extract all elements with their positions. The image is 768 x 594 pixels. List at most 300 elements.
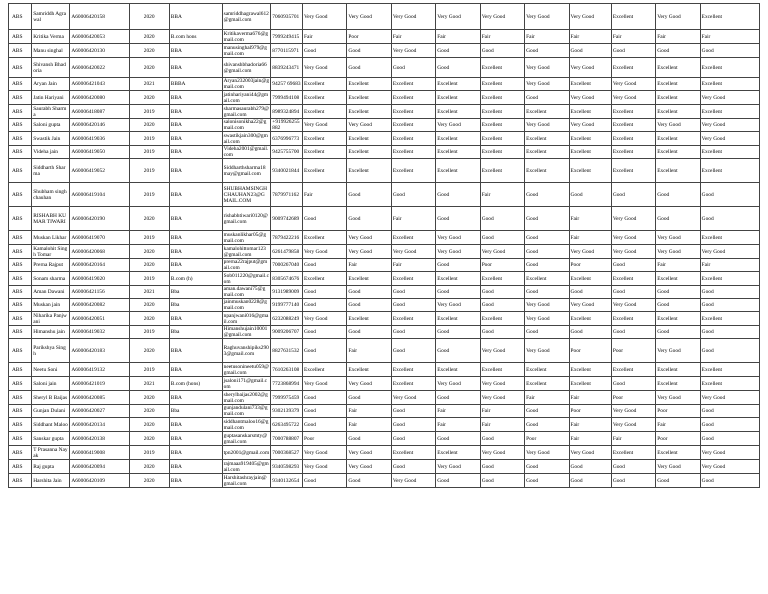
phone-cell: 9131989009 <box>271 286 303 299</box>
rating-8-cell: Poor <box>611 339 655 363</box>
rating-10-cell: Excellent <box>700 377 759 391</box>
enrollment-cell: A60006419050 <box>70 146 129 159</box>
student-name-cell: Niharika Panjwani <box>32 312 70 326</box>
rating-10-cell: Good <box>700 432 759 446</box>
rating-1-cell: Very Good <box>303 119 347 132</box>
year-cell: 2020 <box>129 58 169 78</box>
rating-4-cell: Fair <box>436 30 480 44</box>
rating-2-cell: Good <box>347 391 391 405</box>
student-name-cell: Samriddh Agrawal <box>32 4 70 30</box>
student-name-cell: Shivansh Bhadoria <box>32 58 70 78</box>
rating-3-cell: Good <box>391 405 435 418</box>
rating-1-cell: Good <box>303 207 347 231</box>
course-cell: BBA <box>169 363 222 377</box>
dept-cell: ABS <box>9 377 32 391</box>
phone-cell: 7000267040 <box>271 259 303 272</box>
year-cell: 2020 <box>129 4 169 30</box>
enrollment-cell: A60006420109 <box>70 474 129 488</box>
rating-1-cell: Very Good <box>303 4 347 30</box>
table-row <box>9 286 760 299</box>
rating-8-cell: Good <box>611 474 655 488</box>
enrollment-cell: A60006421156 <box>70 286 129 299</box>
rating-10-cell: Good <box>700 339 759 363</box>
rating-8-cell: Very Good <box>611 418 655 432</box>
rating-8-cell: Fair <box>611 432 655 446</box>
enrollment-cell: A60006418087 <box>70 105 129 119</box>
rating-9-cell: Good <box>656 207 700 231</box>
enrollment-cell: A60006420051 <box>70 312 129 326</box>
email-cell: kamalohittomar123@gmail.com <box>222 245 271 259</box>
email-cell: Aryan232003jain@gmail.com <box>223 78 270 90</box>
phone-cell: 6376996773 <box>271 132 303 146</box>
year-cell: 2020 <box>129 119 169 132</box>
rating-10-cell: Good <box>700 207 759 231</box>
rating-3-cell: Good <box>391 58 435 78</box>
student-name-cell: Kritika Verma <box>32 30 70 44</box>
rating-4-cell: Fair <box>436 405 480 418</box>
rating-9-cell: Excellent <box>656 105 700 119</box>
rating-8-cell: Very Good <box>611 245 655 259</box>
rating-9-cell: Excellent <box>656 146 700 159</box>
rating-4-cell: Very Good <box>436 4 480 30</box>
course-cell: BBA <box>169 132 222 146</box>
course-cell: BBA <box>169 339 222 363</box>
rating-7-cell: Good <box>569 460 611 474</box>
rating-2-cell: Fair <box>347 405 391 418</box>
phone-cell: 6261479858 <box>271 245 303 259</box>
rating-10-cell: Fair <box>700 259 759 272</box>
rating-2-cell: Excellent <box>347 146 391 159</box>
enrollment-cell: A60006420027 <box>70 405 129 418</box>
rating-4-cell: Good <box>436 286 480 299</box>
rating-6-cell: Good <box>525 207 569 231</box>
email-cell: Harshitashrayjain@gmail.com <box>222 474 271 488</box>
rating-3-cell: Good <box>391 460 435 474</box>
course-cell: B.com (h) <box>169 272 222 286</box>
rating-3-cell: Excellent <box>391 78 435 91</box>
rating-7-cell: Very Good <box>569 446 611 460</box>
course-cell: B.com hons <box>169 30 222 44</box>
course-cell: BBA <box>169 474 222 488</box>
rating-10-cell: Excellent <box>700 4 759 30</box>
rating-1-cell: Excellent <box>303 272 347 286</box>
table-body <box>9 4 760 488</box>
phone-cell: 8827631532 <box>271 339 303 363</box>
rating-9-cell: Excellent <box>656 446 700 460</box>
email-cell: sharmasaurabh279@gmail.com <box>223 105 270 118</box>
rating-4-cell: Excellent <box>436 146 480 159</box>
rating-7-cell: Very Good <box>569 4 611 30</box>
student-name-cell: Saloni gupta <box>32 119 70 132</box>
course-cell: BBA <box>169 446 222 460</box>
rating-5-cell: Excellent <box>480 132 524 146</box>
rating-10-cell: Excellent <box>700 272 759 286</box>
student-name-cell: Videha jain <box>32 146 70 159</box>
table-row <box>9 272 760 286</box>
email-cell: rishabhtiwari0120@gmail.com <box>222 207 271 231</box>
student-name-cell: Sonam sharma <box>32 272 70 286</box>
email-cell: prerna22rajput@gmail.com <box>222 259 271 272</box>
rating-3-cell: Excellent <box>391 105 435 119</box>
rating-7-cell: Very Good <box>569 119 611 132</box>
rating-10-cell: Excellent <box>700 231 759 245</box>
student-name-cell: Kamalohit Singh Tomar <box>32 245 70 259</box>
phone-cell: 9425755700 <box>271 146 303 159</box>
course-cell: BBA <box>169 146 222 159</box>
rating-2-cell: Very Good <box>347 377 391 391</box>
email-cell: salonisonikha22@gmail.com <box>222 119 271 132</box>
rating-9-cell: Excellent <box>656 159 700 183</box>
dept-cell: ABS <box>9 4 32 30</box>
rating-4-cell: Excellent <box>436 272 480 286</box>
rating-6-cell: Excellent <box>525 377 569 391</box>
rating-5-cell: Very Good <box>480 4 524 30</box>
rating-8-cell: Excellent <box>611 363 655 377</box>
course-cell: BBA <box>169 119 222 132</box>
rating-10-cell: Excellent <box>700 363 759 377</box>
rating-6-cell: Good <box>525 91 569 105</box>
rating-9-cell: Fair <box>656 418 700 432</box>
course-cell: BBA <box>169 259 222 272</box>
student-name-cell: Aryan Jain <box>32 78 70 91</box>
rating-8-cell: Good <box>611 259 655 272</box>
rating-10-cell: Very Good <box>700 132 759 146</box>
email-cell: Himanshujain10001@gmail.com <box>222 326 271 339</box>
rating-7-cell: Excellent <box>569 132 611 146</box>
year-cell: 2020 <box>129 391 169 405</box>
year-cell: 2019 <box>129 446 169 460</box>
phone-cell: 94257 69683 <box>271 78 303 91</box>
rating-8-cell: Excellent <box>611 159 655 183</box>
rating-8-cell: Good <box>611 377 655 391</box>
student-name-cell: Harshita Jain <box>32 474 70 488</box>
enrollment-cell: A60006420082 <box>70 299 129 312</box>
course-cell: BBA <box>169 391 222 405</box>
email-cell: Raghuvanshipiks2903@gmail.com <box>222 339 271 363</box>
student-name-cell: Raj gupta <box>32 460 70 474</box>
rating-5-cell: Very Good <box>480 245 524 259</box>
year-cell: 2020 <box>129 207 169 231</box>
rating-10-cell: Good <box>700 326 759 339</box>
enrollment-cell: A60006419070 <box>70 231 129 245</box>
year-cell: 2020 <box>129 44 169 58</box>
rating-3-cell: Excellent <box>391 91 435 105</box>
rating-9-cell: Good <box>656 183 700 207</box>
phone-cell: 7723868994 <box>271 377 303 391</box>
enrollment-cell: A60006420130 <box>70 44 129 58</box>
rating-4-cell: Very Good <box>436 231 480 245</box>
rating-10-cell: Good <box>700 474 759 488</box>
spreadsheet <box>8 3 760 488</box>
rating-4-cell: Good <box>436 44 480 58</box>
phone-cell: 6232088249 <box>271 312 303 326</box>
email-cell: guptasanskarsmty@gmail.com <box>222 432 271 446</box>
dept-cell: ABS <box>9 58 32 78</box>
phone-cell: 8305674676 <box>271 272 303 286</box>
dept-cell: ABS <box>9 446 32 460</box>
feedback-table <box>8 3 760 488</box>
rating-6-cell: Good <box>525 259 569 272</box>
year-cell: 2020 <box>129 418 169 432</box>
course-cell: BBBA <box>169 78 222 91</box>
rating-10-cell: Very Good <box>700 446 759 460</box>
rating-9-cell: Excellent <box>656 78 700 91</box>
rating-3-cell: Excellent <box>391 312 435 326</box>
rating-3-cell: Good <box>391 286 435 299</box>
dept-cell: ABS <box>9 119 32 132</box>
table-row <box>9 299 760 312</box>
rating-5-cell: Good <box>480 474 524 488</box>
student-name-cell: Aman Dawani <box>32 286 70 299</box>
rating-6-cell: Good <box>525 474 569 488</box>
rating-4-cell: Excellent <box>436 132 480 146</box>
email-cell: jainmuskan0228@gmail.com <box>222 299 271 312</box>
rating-2-cell: Excellent <box>347 272 391 286</box>
table-row <box>9 231 760 245</box>
rating-5-cell: Very Good <box>480 446 524 460</box>
rating-7-cell: Fair <box>569 391 611 405</box>
dept-cell: ABS <box>9 78 32 91</box>
table-row <box>9 78 760 91</box>
rating-1-cell: Excellent <box>303 231 347 245</box>
rating-10-cell: Very Good <box>700 460 759 474</box>
rating-1-cell: Fair <box>303 30 347 44</box>
email-cell: swastikjain300@gmail.com <box>222 132 271 146</box>
phone-cell: 7060935701 <box>271 4 303 30</box>
enrollment-cell: A60006419052 <box>70 159 129 183</box>
year-cell: 2020 <box>129 30 169 44</box>
table-row <box>9 30 760 44</box>
rating-7-cell: Good <box>569 474 611 488</box>
rating-9-cell: Fair <box>656 30 700 44</box>
rating-2-cell: Good <box>347 183 391 207</box>
rating-8-cell: Excellent <box>611 119 655 132</box>
course-cell: BBA <box>169 105 222 119</box>
rating-9-cell: Good <box>656 326 700 339</box>
rating-10-cell: Very Good <box>700 391 759 405</box>
rating-6-cell: Good <box>525 286 569 299</box>
rating-9-cell: Very Good <box>656 119 700 132</box>
rating-4-cell: Excellent <box>436 105 480 119</box>
enrollment-cell: A60006420164 <box>70 259 129 272</box>
rating-2-cell: Good <box>347 326 391 339</box>
course-cell: Bba <box>169 326 222 339</box>
rating-2-cell: Excellent <box>347 91 391 105</box>
rating-10-cell: Excellent <box>700 105 759 119</box>
rating-5-cell: Good <box>480 231 524 245</box>
table-row <box>9 460 760 474</box>
rating-5-cell: Good <box>480 207 524 231</box>
rating-1-cell: Excellent <box>303 363 347 377</box>
rating-9-cell: Good <box>656 286 700 299</box>
rating-9-cell: Good <box>656 44 700 58</box>
student-name-cell: Prerna Rajput <box>32 259 70 272</box>
rating-7-cell: Very Good <box>569 245 611 259</box>
email-cell: gunjandulani733@gmail.com <box>222 405 271 418</box>
rating-2-cell: Good <box>347 44 391 58</box>
course-cell: BBA <box>169 418 222 432</box>
phone-cell: 6263495722 <box>271 418 303 432</box>
rating-5-cell: Excellent <box>480 272 524 286</box>
rating-9-cell: Excellent <box>656 363 700 377</box>
year-cell: 2020 <box>129 339 169 363</box>
rating-2-cell: Fair <box>347 418 391 432</box>
table-row <box>9 377 760 391</box>
rating-3-cell: Good <box>391 432 435 446</box>
phone-cell: 7999975459 <box>271 391 303 405</box>
student-name-cell: Jatin Hariyani <box>32 91 70 105</box>
rating-1-cell: Excellent <box>303 105 347 119</box>
student-name-cell: Siddharth Sharma <box>32 159 70 183</box>
rating-1-cell: Good <box>303 44 347 58</box>
table-row <box>9 105 760 119</box>
email-cell: sherylbaijas2002@gmail.com <box>222 391 271 405</box>
rating-1-cell: Very Good <box>303 446 347 460</box>
rating-4-cell: Good <box>436 326 480 339</box>
rating-3-cell: Excellent <box>391 231 435 245</box>
rating-10-cell: Good <box>700 299 759 312</box>
year-cell: 2020 <box>129 245 169 259</box>
dept-cell: ABS <box>9 418 32 432</box>
rating-3-cell: Very Good <box>391 4 435 30</box>
rating-5-cell: Fair <box>480 30 524 44</box>
rating-8-cell: Excellent <box>611 446 655 460</box>
student-name-cell: Shubham singh chauhan <box>32 183 70 207</box>
rating-2-cell: Very Good <box>347 460 391 474</box>
rating-7-cell: Excellent <box>569 105 611 119</box>
table-row <box>9 405 760 418</box>
rating-7-cell: Good <box>569 286 611 299</box>
rating-7-cell: Excellent <box>569 272 611 286</box>
phone-cell: 7879422216 <box>271 231 303 245</box>
phone-cell: 9009742689 <box>271 207 303 231</box>
rating-6-cell: Fair <box>525 30 569 44</box>
year-cell: 2019 <box>129 231 169 245</box>
email-cell: siddhantmaloo16@gmail.com <box>222 418 271 432</box>
rating-1-cell: Good <box>303 339 347 363</box>
rating-5-cell: Fair <box>480 418 524 432</box>
year-cell: 2019 <box>129 146 169 159</box>
phone-cell: 7999249415 <box>271 30 303 44</box>
rating-9-cell: Poor <box>656 432 700 446</box>
email-cell: SHUBHAMSINGHCHAUHAN23@GMAIL.COM <box>222 183 271 207</box>
rating-1-cell: Good <box>303 391 347 405</box>
rating-9-cell: Very Good <box>656 391 700 405</box>
rating-6-cell: Good <box>525 405 569 418</box>
rating-3-cell: Very Good <box>391 474 435 488</box>
email-cell: aman.dawani75@gmail.com <box>222 286 271 299</box>
email-cell: rajmaaa919405@gmail.com <box>222 460 271 474</box>
rating-9-cell: Very Good <box>656 339 700 363</box>
rating-2-cell: Excellent <box>347 159 391 183</box>
rating-4-cell: Very Good <box>436 119 480 132</box>
email-cell: tpn2001@gmail.com <box>222 446 271 460</box>
rating-4-cell: Excellent <box>436 91 480 105</box>
rating-4-cell: Good <box>436 183 480 207</box>
enrollment-cell: A60006421043 <box>70 78 129 91</box>
dept-cell: ABS <box>9 146 32 159</box>
rating-8-cell: Fair <box>611 30 655 44</box>
rating-9-cell: Excellent <box>656 58 700 78</box>
rating-1-cell: Good <box>303 286 347 299</box>
email-cell: Kritikaverma676@gmail.com <box>222 30 271 44</box>
rating-6-cell: Excellent <box>525 132 569 146</box>
table-row <box>9 146 760 159</box>
rating-10-cell: Good <box>700 44 759 58</box>
email-cell: neetusonineetu059@gmail.com <box>223 363 270 376</box>
dept-cell: ABS <box>9 159 32 183</box>
rating-10-cell: Fair <box>700 30 759 44</box>
table-row <box>9 58 760 78</box>
rating-2-cell: Good <box>347 58 391 78</box>
rating-1-cell: Excellent <box>303 132 347 146</box>
enrollment-cell: A60006420158 <box>70 4 129 30</box>
rating-3-cell: Good <box>391 418 435 432</box>
rating-9-cell: Excellent <box>656 132 700 146</box>
rating-7-cell: Good <box>569 44 611 58</box>
rating-5-cell: Good <box>480 286 524 299</box>
rating-9-cell: Very Good <box>656 231 700 245</box>
rating-7-cell: Poor <box>569 405 611 418</box>
rating-2-cell: Poor <box>347 30 391 44</box>
phone-cell: 8839243471 <box>271 58 303 78</box>
year-cell: 2019 <box>129 326 169 339</box>
rating-3-cell: Fair <box>391 207 435 231</box>
student-name-cell: Manu singhal <box>32 44 70 58</box>
rating-5-cell: Very Good <box>480 391 524 405</box>
rating-6-cell: Good <box>525 44 569 58</box>
rating-7-cell: Poor <box>569 259 611 272</box>
rating-1-cell: Good <box>303 418 347 432</box>
rating-8-cell: Good <box>611 183 655 207</box>
course-cell: Bba <box>169 286 222 299</box>
rating-6-cell: Good <box>525 231 569 245</box>
student-name-cell: Muskan jain <box>32 299 70 312</box>
rating-7-cell: Very Good <box>569 58 611 78</box>
table-row <box>9 159 760 183</box>
enrollment-cell: A60006420134 <box>70 418 129 432</box>
rating-3-cell: Excellent <box>391 159 435 183</box>
table-row <box>9 312 760 326</box>
enrollment-cell: A60006420085 <box>70 391 129 405</box>
rating-7-cell: Very Good <box>569 299 611 312</box>
dept-cell: ABS <box>9 405 32 418</box>
phone-cell: 7000368527 <box>271 446 303 460</box>
enrollment-cell: A60006419032 <box>70 326 129 339</box>
phone-cell: 7610263108 <box>271 363 303 377</box>
rating-6-cell: Very Good <box>525 58 569 78</box>
dept-cell: ABS <box>9 245 32 259</box>
rating-7-cell: Fair <box>569 207 611 231</box>
rating-7-cell: Fair <box>569 432 611 446</box>
rating-4-cell: Good <box>436 259 480 272</box>
student-name-cell: Sanskar gupta <box>32 432 70 446</box>
email-cell: shivanshbhadoria66@gmail.com <box>222 58 271 78</box>
course-cell: Bba <box>169 299 222 312</box>
year-cell: 2019 <box>129 105 169 119</box>
email-cell: manusinghal979@gmail.com <box>222 44 271 58</box>
table-row <box>9 245 760 259</box>
rating-6-cell: Excellent <box>525 105 569 119</box>
rating-2-cell: Fair <box>347 259 391 272</box>
rating-4-cell: Excellent <box>436 363 480 377</box>
rating-1-cell: Excellent <box>303 159 347 183</box>
rating-10-cell: Good <box>700 418 759 432</box>
year-cell: 2020 <box>129 432 169 446</box>
dept-cell: ABS <box>9 272 32 286</box>
year-cell: 2021 <box>129 286 169 299</box>
course-cell: BBA <box>169 312 222 326</box>
